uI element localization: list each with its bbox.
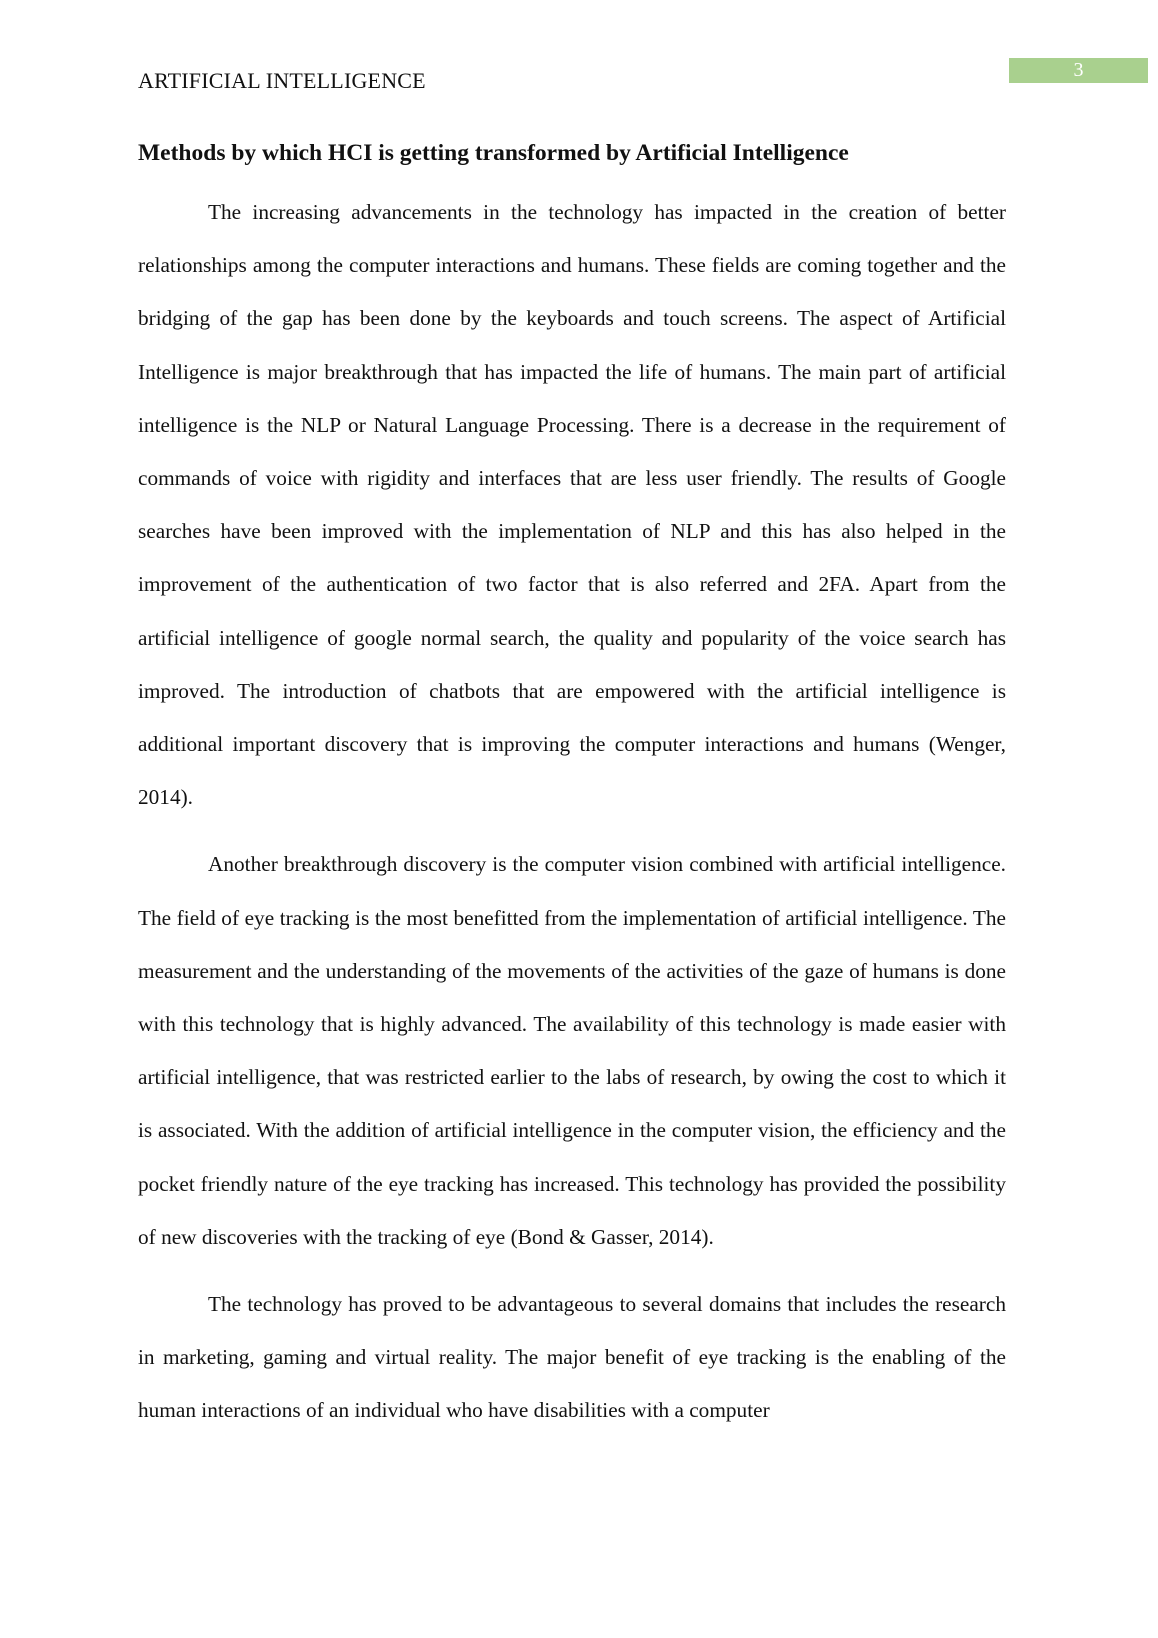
paragraph-1: The increasing advancements in the technology has impacted in the creation of better relationships among the computer interactions and humans. These fields are coming together and the bridging of the gap has been done by the keyboards and touch screens. The aspect of Artificial Intelligence is major breakthrough that has impacted the life of humans. The main part of artificial intelligence is the NLP or Natural Language Processing. There is a decrease in the requirement of commands of voice with rigidity and interfaces that are less user friendly. The results of Google searches have been improved with the implementation of NLP and this has also helped in the improvement of the authentication of two factor that is also referred and 2FA. Apart from the artificial intelligence of google normal search, the quality and popularity of the voice search has improved. The introduction of chatbots that are empowered with the artificial intelligence is additional important discovery that is improving the computer interactions and humans (Wenger, 2014).: [138, 200, 1006, 810]
page-number: 3: [1009, 58, 1148, 83]
section-heading: Methods by which HCI is getting transformed by Artificial Intelligence: [138, 140, 849, 166]
document-body: [138, 136, 1006, 1452]
paragraph-3: The technology has proved to be advantageous to several domains that includes the research in marketing, gaming and virtual reality. The major benefit of eye tracking is the enabling of the human interactions of an individual who have disabilities with a computer: [138, 1292, 1006, 1423]
paragraph-2: Another breakthrough discovery is the computer vision combined with artificial intelligence. The field of eye tracking is the most benefitted from the implementation of artificial intelligence. The measurement and the understanding of the movements of the activities of the gaze of humans is done with this technology that is highly advanced. The availability of this technology is made easier with artificial intelligence, that was restricted earlier to the labs of research, by owing the cost to which it is associated. With the addition of artificial intelligence in the computer vision, the efficiency and the pocket friendly nature of the eye tracking has increased. This technology has provided the possibility of new discoveries with the tracking of eye (Bond & Gasser, 2014).: [138, 852, 1006, 1249]
running-head: ARTIFICIAL INTELLIGENCE: [138, 68, 426, 93]
